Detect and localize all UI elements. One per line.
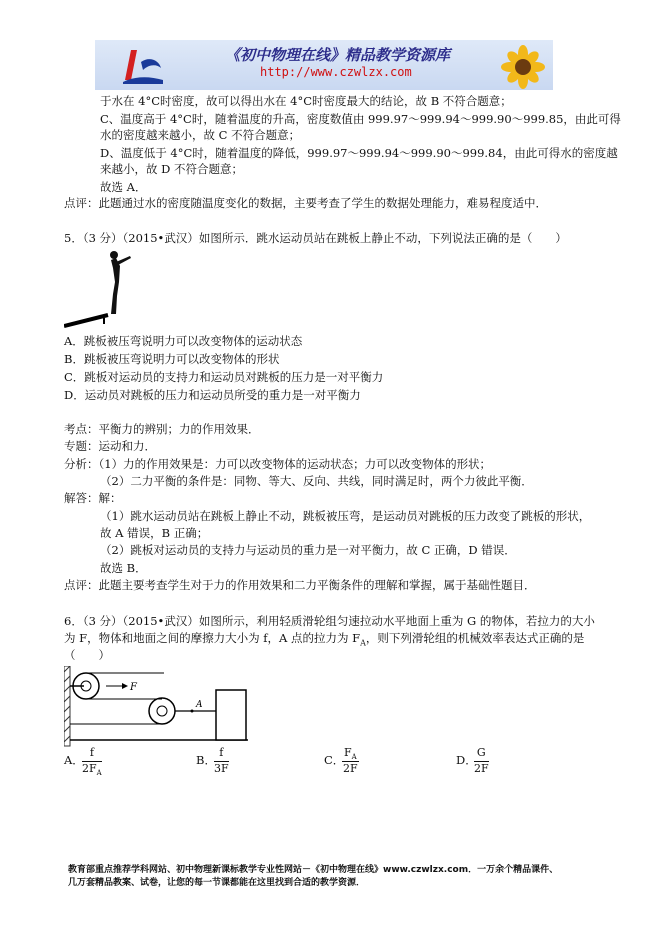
q5-analysis-2: （2）二力平衡的条件是：同物、等大、反向、共线，同时满足时，两个力彼此平衡． bbox=[100, 474, 533, 488]
q6-option-b-fraction: $\frac{f}{3F}$ bbox=[214, 746, 229, 776]
q6-option-a-letter: A． bbox=[64, 753, 84, 767]
footer-line-2: 几万套精品教案、试卷，让您的每一节课都能在这里找到合适的教学资源． bbox=[68, 878, 366, 888]
q5-solution-2: 故 A 错误，B 正确； bbox=[100, 526, 209, 540]
q4-text-line: 来越小，故 D 不符合题意； bbox=[100, 162, 244, 176]
q5-option-d: D．运动员对跳板的压力和运动员所受的重力是一对平衡力 bbox=[64, 388, 361, 402]
q5-option-c: C．跳板对运动员的支持力和运动员对跳板的压力是一对平衡力 bbox=[64, 370, 384, 384]
q5-option-b: B．跳板被压弯说明力可以改变物体的形状 bbox=[64, 352, 280, 366]
site-logo-icon bbox=[117, 46, 167, 86]
footer-line-1: 教育部重点推荐学科网站、初中物理新课标教学专业性网站－《初中物理在线》www.czwlzx.com．一万余个精品课件、 bbox=[68, 865, 559, 875]
q6-stem-3: （ ） bbox=[64, 648, 110, 662]
diver-figure bbox=[64, 246, 144, 330]
point-label-a: A bbox=[196, 700, 203, 710]
pulley-figure bbox=[64, 666, 249, 748]
q6-option-b-letter: B． bbox=[196, 753, 216, 767]
q6-stem-2: 为 F，物体和地面之间的摩擦力大小为 f，A 点的拉力为 $F_A$，则下列滑轮组的机械效率表达式正确的是 bbox=[64, 631, 585, 648]
q5-option-a: A．跳板被压弯说明力可以改变物体的运动状态 bbox=[64, 334, 303, 348]
q4-text-line: C、温度高于 4°C时，随着温度的升高，密度数值由 999.97～999.94～999.90～999.85，由此可得 bbox=[100, 112, 621, 126]
q6-option-a-fraction: $\frac{f}{2F_A}$ bbox=[82, 746, 102, 778]
q5-stem: 5．（3 分）（2015•武汉）如图所示．跳水运动员站在跳板上静止不动，下列说法正确的是（ ） bbox=[64, 231, 567, 245]
q5-comment: 点评：此题主要考查学生对于力的作用效果和二力平衡条件的理解和掌握，属于基础性题目． bbox=[64, 578, 536, 592]
q6-stem-1: 6．（3 分）（2015•武汉）如图所示，利用轻质滑轮组匀速拉动水平地面上重为 G 的物体，若拉力的大小 bbox=[64, 614, 595, 628]
header-banner bbox=[95, 40, 553, 90]
q5-analysis-1: 分析：（1）力的作用效果是：力可以改变物体的运动状态；力可以改变物体的形状； bbox=[64, 457, 492, 471]
q5-kaodian: 考点：平衡力的辨别；力的作用效果． bbox=[64, 422, 260, 436]
site-url[interactable]: http://www.czwlzx.com bbox=[260, 65, 412, 79]
q4-text-line: 水的密度越来越小，故 C 不符合题意； bbox=[100, 128, 301, 142]
q5-solution-1: （1）跳水运动员站在跳板上静止不动，跳板被压弯，是运动员对跳板的压力改变了跳板的形状， bbox=[100, 509, 591, 523]
sunflower-icon bbox=[493, 40, 553, 90]
q6-option-c-fraction: $\frac{F_A}{2F}$ bbox=[343, 746, 358, 776]
q4-answer: 故选 A． bbox=[100, 180, 147, 194]
q5-answer: 故选 B． bbox=[100, 561, 147, 575]
q5-solution-label: 解答：解： bbox=[64, 491, 122, 505]
q4-text-line: 于水在 4°C时密度，故可以得出水在 4°C时密度最大的结论，故 B 不符合题意； bbox=[100, 94, 512, 108]
q6-option-d-letter: D． bbox=[456, 753, 477, 767]
q4-comment: 点评：此题通过水的密度随温度变化的数据，主要考查了学生的数据处理能力，难易程度适中． bbox=[64, 196, 547, 210]
q6-option-d-fraction: $\frac{G}{2F}$ bbox=[474, 746, 489, 776]
force-label-f: F bbox=[130, 682, 137, 693]
site-title: 《初中物理在线》精品教学资源库 bbox=[225, 46, 451, 64]
q6-option-c-letter: C． bbox=[324, 753, 345, 767]
q4-text-line: D、温度低于 4°C时，随着温度的降低，999.97～999.94～999.90～999.84，由此可得水的密度越 bbox=[100, 146, 618, 160]
q5-zhuanti: 专题：运动和力． bbox=[64, 439, 156, 453]
q5-solution-3: （2）跳板对运动员的支持力与运动员的重力是一对平衡力，故 C 正确，D 错误． bbox=[100, 543, 516, 557]
